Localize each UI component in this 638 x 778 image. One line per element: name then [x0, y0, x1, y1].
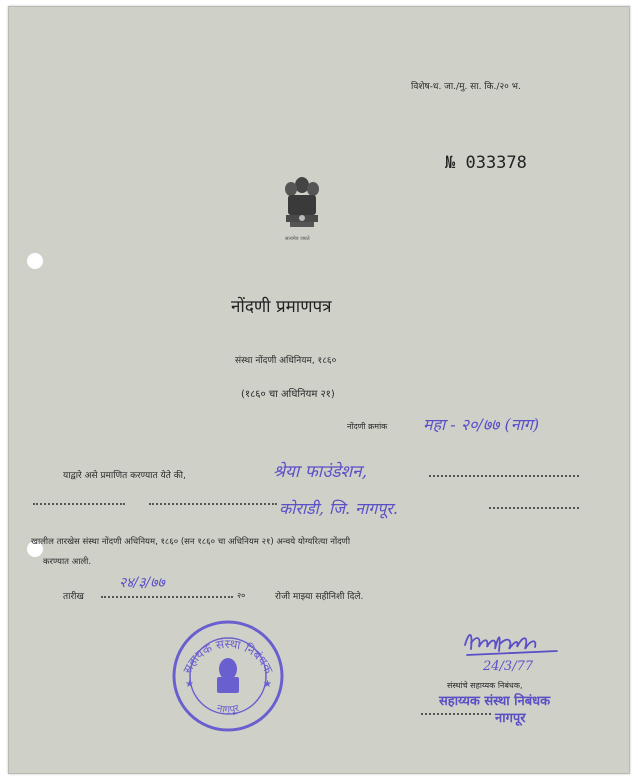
certificate-page	[8, 6, 630, 774]
dotted-line	[421, 713, 491, 715]
seal-bottom-text: नागपूर	[215, 703, 241, 716]
form-code: विशेष-ध. जा./मु. सा. कि./२० भ.	[411, 82, 521, 92]
stamp-designation: सहाय्यक संस्था निबंधक	[439, 694, 551, 709]
seal-top-text: सहायक संस्था निबंधक	[180, 636, 276, 676]
date-value: २४/३/७७	[119, 575, 165, 591]
dotted-line	[149, 503, 277, 505]
svg-text:★: ★	[263, 679, 272, 690]
act-line: संस्था नोंदणी अधिनियम, १८६०	[235, 356, 337, 366]
registration-label: नोंदणी क्रमांक	[347, 422, 388, 431]
punch-hole-top	[27, 253, 43, 269]
official-seal	[169, 617, 287, 735]
act-subtitle: (१८६० चा अधिनियम २१)	[241, 389, 335, 400]
official-title: संस्थांचे सहाय्यक निबंधक,	[447, 681, 523, 690]
dotted-line	[489, 507, 579, 509]
dotted-line	[101, 596, 233, 598]
stamp-city: नागपूर	[495, 711, 526, 726]
svg-text:नागपूर	[216, 703, 242, 716]
organization-address: कोराडी, जि. नागपूर.	[279, 499, 398, 518]
certify-text: याद्वारे असे प्रमाणित करण्यात येते की,	[63, 471, 186, 481]
signature-date: 24/3/77	[483, 659, 534, 674]
emblem-motto: सत्यमेव जयते	[285, 236, 310, 242]
signing-text: रोजी माझ्या सहीनिशी दिले.	[275, 592, 364, 602]
body-line-2: करण्यात आली.	[43, 557, 92, 567]
svg-text:★: ★	[185, 679, 194, 690]
body-line-1: खालील तारखेस संस्था नोंदणी अधिनियम, १८६० (सन १८६० चा अधिनियम २१) अन्वये योग्यरित्या नोंदणी	[31, 537, 351, 547]
organization-name: श्रेया फाउंडेशन,	[273, 462, 368, 482]
dotted-line	[33, 503, 125, 505]
dotted-line	[429, 475, 579, 477]
signature	[461, 625, 561, 661]
certificate-title: नोंदणी प्रमाणपत्र	[231, 297, 332, 317]
date-label: तारीख	[63, 592, 84, 602]
registration-number: महा - २०/७७ (नाग)	[423, 415, 540, 434]
certificate-number: № 033378	[445, 153, 527, 173]
date-century: २०	[237, 591, 246, 600]
national-emblem-icon	[279, 171, 325, 241]
